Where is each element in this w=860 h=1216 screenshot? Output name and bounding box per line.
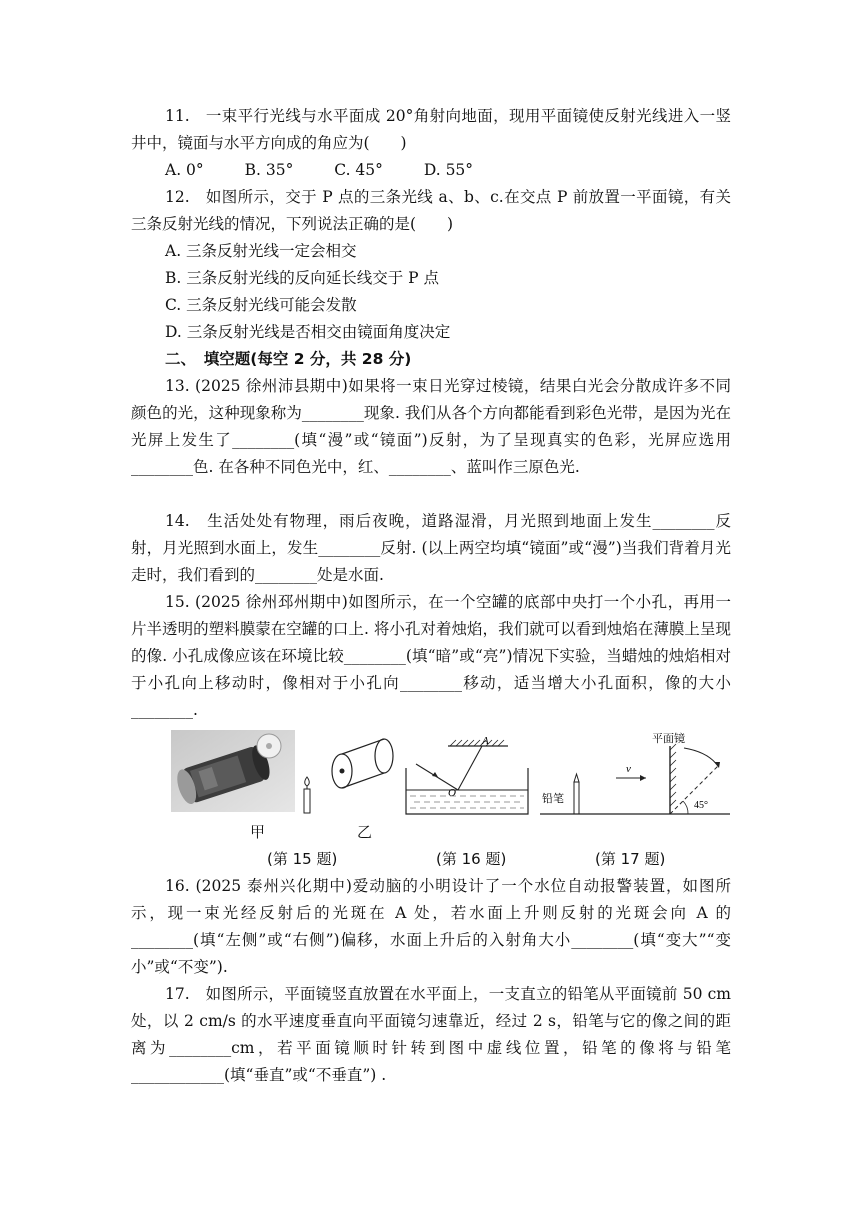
figure-15-yi-can bbox=[328, 735, 400, 793]
figure-16-water-tank bbox=[404, 734, 532, 818]
question-12-stem: 12. 如图所示，交于 P 点的三条光线 a、b、c.在交点 P 前放置一平面镜，有关三条反射光线的情况，下列说法正确的是( ) bbox=[131, 188, 731, 233]
q12-option-d: D. 三条反射光线是否相交由镜面角度决定 bbox=[165, 323, 451, 341]
question-17: 17. 如图所示，平面镜竖直放置在水平面上，一支直立的铅笔从平面镜前 50 cm 处，以 2 cm/s 的水平速度垂直向平面镜匀速靠近，经过 2 s，铅笔与它的像之间的距离为________cm，若平面镜顺时针转到图中虚线位置，铅笔的像将与铅笔____________(填“垂直”或“不垂直”) . bbox=[131, 985, 731, 1084]
figure-15-jia-photo bbox=[171, 730, 295, 812]
candle-icon bbox=[300, 775, 314, 815]
question-14: 14. 生活处处有物理，雨后夜晚，道路湿滑，月光照到地面上发生________反射，月光照到水面上，发生________反射. (以上两空均填“镜面”或“漫”)当我们背着月光走时，我们看到的________处是水面. bbox=[131, 512, 731, 584]
q12-option-b: B. 三条反射光线的反向延长线交于 P 点 bbox=[165, 269, 440, 287]
figure-17-mirror-pencil bbox=[538, 726, 734, 818]
figure-16-caption: (第 16 题) bbox=[436, 850, 507, 868]
figure-15-yi-label: 乙 bbox=[357, 823, 373, 841]
figure-15-caption: (第 15 题) bbox=[267, 850, 338, 868]
pencil-label: 铅笔 bbox=[542, 793, 564, 805]
figure-17-caption: (第 17 题) bbox=[595, 850, 666, 868]
question-11-stem: 11. 一束平行光线与水平面成 20°角射向地面，现用平面镜使反射光线进入一竖井中，镜面与水平方向成的角应为( ) bbox=[131, 107, 731, 152]
label-o: O bbox=[448, 787, 456, 799]
angle-label: 45° bbox=[694, 800, 708, 811]
question-11-options bbox=[165, 157, 509, 184]
q12-option-a: A. 三条反射光线一定会相交 bbox=[165, 242, 357, 260]
label-a: A bbox=[482, 735, 489, 747]
q11-option-b: B. 35° bbox=[244, 161, 294, 179]
mirror-label: 平面镜 bbox=[652, 733, 685, 745]
q11-option-c: C. 45° bbox=[334, 161, 383, 179]
question-15: 15. (2025 徐州邳州期中)如图所示，在一个空罐的底部中央打一个小孔，再用一片半透明的塑料膜蒙在空罐的口上. 将小孔对着烛焰，我们就可以看到烛焰在薄膜上呈现的像. 小孔成像应该在环境比较________(填“暗”或“亮”)情况下实验，当蜡烛的烛焰相对于小孔向上移动时，像相对于小孔向________移动，适当增大小孔面积，像的大小________. bbox=[131, 593, 731, 719]
velocity-label: v bbox=[626, 763, 631, 775]
figure-15-jia-label: 甲 bbox=[250, 823, 266, 841]
question-13: 13. (2025 徐州沛县期中)如果将一束日光穿过棱镜，结果白光会分散成许多不同颜色的光，这种现象称为________现象. 我们从各个方向都能看到彩色光带，是因为光在光屏上发生了________(填“漫”或“镜面”)反射，为了呈现真实的色彩，光屏应选用________色. 在各种不同色光中，红、________、蓝叫作三原色光. bbox=[131, 377, 731, 476]
section-heading: 二、 填空题(每空 2 分，共 28 分) bbox=[165, 350, 412, 368]
q11-option-d: D. 55° bbox=[423, 161, 474, 179]
q12-option-c: C. 三条反射光线可能会发散 bbox=[165, 296, 357, 314]
q11-option-a: A. 0° bbox=[165, 161, 204, 179]
question-16: 16. (2025 泰州兴化期中)爱动脑的小明设计了一个水位自动报警装置，如图所示，现一束光经反射后的光斑在 A 处，若水面上升则反射的光斑会向 A 的________(填“左侧”或“右侧”)偏移，水面上升后的入射角大小________(填“变大”“变小”或“不变”). bbox=[131, 877, 731, 976]
